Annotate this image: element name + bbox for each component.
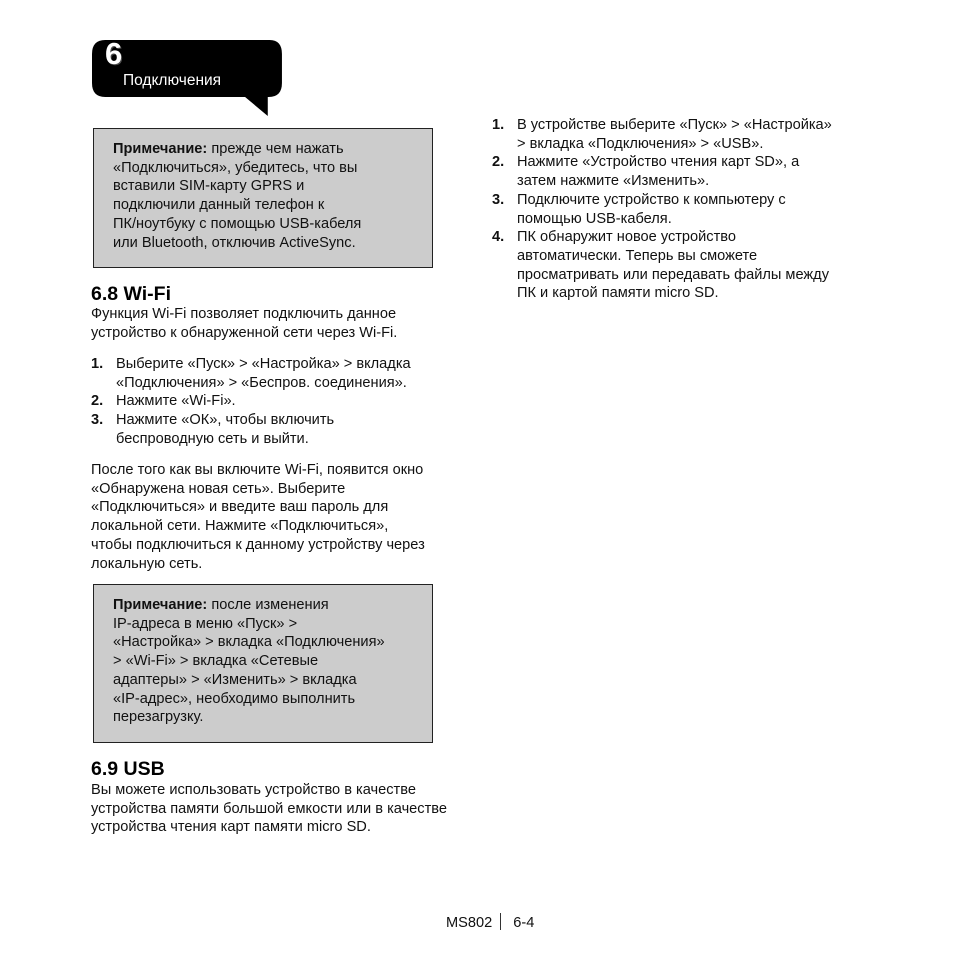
list-item: 4. ПК обнаружит новое устройство автоматически. Теперь вы сможете просматривать или передавать файлы между ПК и картой памяти micro SD.: [492, 229, 829, 302]
paragraph-line: устройства памяти большой емкости или в качестве: [91, 800, 447, 817]
list-item: 3. Подключите устройство к компьютеру с помощью USB-кабеля.: [492, 191, 786, 227]
list-item: 3. Нажмите «ОК», чтобы включить беспроводную сеть и выйти.: [91, 412, 335, 447]
section-heading-usb: 6.9 USB: [91, 758, 165, 780]
note-line: ПК/ноутбуку с помощью USB-кабеля: [113, 215, 362, 232]
note-line: > «Wi-Fi» > вкладка «Сетевые: [113, 653, 319, 670]
chapter-number: 6: [105, 36, 123, 71]
wifi-after-text: [91, 461, 425, 573]
paragraph-line: Вы можете использовать устройство в качестве: [91, 782, 416, 798]
note-label: Примечание:: [113, 597, 208, 613]
usb-steps: [492, 116, 892, 303]
list-item: 1. Выберите «Пуск» > «Настройка» > вкладка «Подключения» > «Беспров. соединения».: [91, 356, 411, 391]
paragraph-line: устройство к обнаруженной сети через Wi-Fi.: [91, 324, 398, 341]
note-line: Примечание: после изменения: [113, 597, 329, 613]
note-line: вставили SIM-карту GPRS и: [113, 178, 305, 195]
step-number: 3.: [91, 412, 104, 429]
step-number: 1.: [492, 117, 505, 133]
step-number: 3.: [492, 191, 505, 208]
wifi-intro: [91, 305, 397, 342]
step-number: 1.: [91, 356, 104, 372]
note-line: подключили данный телефон к: [113, 197, 325, 214]
footer-model: MS802: [446, 915, 493, 931]
paragraph-line: локальной сети. Нажмите «Подключиться»,: [91, 518, 389, 535]
list-item: 2. Нажмите «Устройство чтения карт SD», а затем нажмите «Изменить».: [492, 154, 800, 190]
note-box-ip-address: [93, 584, 433, 743]
page-number: 6-4: [513, 915, 535, 931]
note-line: перезагрузку.: [113, 709, 204, 726]
paragraph-line: устройства чтения карт памяти micro SD.: [91, 819, 371, 836]
chapter-title: Подключения: [123, 72, 222, 89]
note-line: адаптеры» > «Изменить» > вкладка: [113, 671, 357, 688]
note-line: Примечание: прежде чем нажать: [113, 141, 344, 157]
note-line: IP-адреса в меню «Пуск» >: [113, 615, 298, 632]
section-heading-wifi: 6.8 Wi-Fi: [91, 283, 171, 305]
paragraph-line: После того как вы включите Wi-Fi, появится окно: [91, 462, 424, 478]
wifi-steps: [91, 355, 461, 449]
list-item: 2. Нажмите «Wi-Fi».: [91, 393, 236, 410]
paragraph-line: чтобы подключиться к данному устройству через: [91, 536, 425, 553]
note-line: «IP-адрес», необходимо выполнить: [113, 690, 356, 707]
paragraph-line: «Обнаружена новая сеть». Выберите: [91, 480, 346, 497]
note-label: Примечание:: [113, 141, 208, 157]
note-line: «Подключиться», убедитесь, что вы: [113, 159, 358, 176]
paragraph-line: локальную сеть.: [91, 555, 203, 572]
footer-divider: [500, 913, 501, 930]
note-line: «Настройка» > вкладка «Подключения»: [113, 634, 385, 651]
step-number: 4.: [492, 229, 505, 246]
note-box-gprs: [93, 128, 433, 268]
step-number: 2.: [91, 393, 104, 410]
usb-intro: [91, 781, 447, 837]
page-footer: [446, 913, 534, 933]
paragraph-line: «Подключиться» и введите ваш пароль для: [91, 499, 389, 516]
chapter-tab: [92, 36, 282, 117]
list-item: 1. В устройстве выберите «Пуск» > «Настройка» > вкладка «Подключения» > «USB».: [492, 117, 832, 152]
paragraph-line: Функция Wi-Fi позволяет подключить данное: [91, 306, 397, 322]
step-number: 2.: [492, 154, 505, 171]
note-line: или Bluetooth, отключив ActiveSync.: [113, 234, 356, 251]
